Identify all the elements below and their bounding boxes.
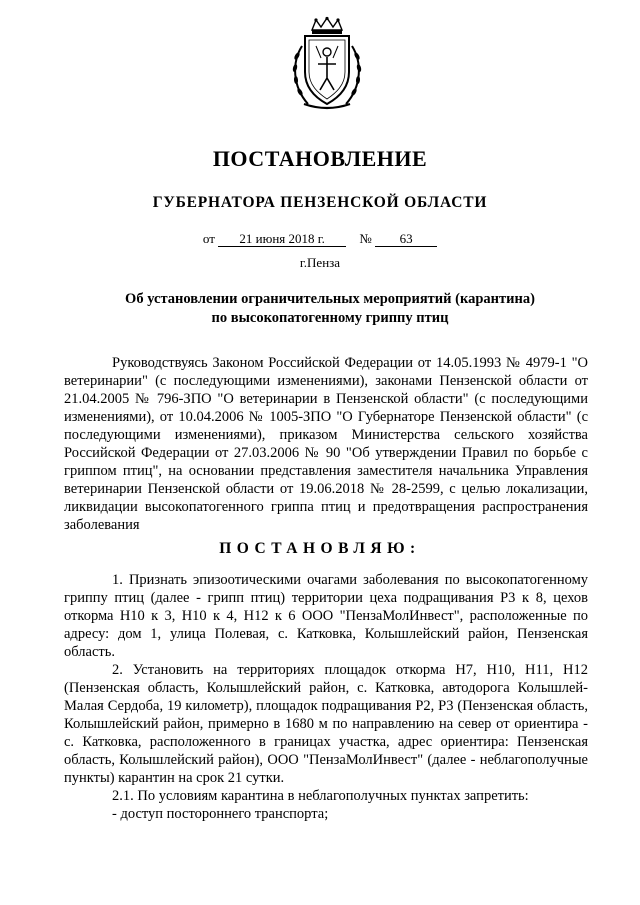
document-heading [110,290,550,328]
number-prefix: № [359,231,372,246]
document-number: 63 [375,232,437,247]
decree-word: ПОСТАНОВЛЯЮ: [219,540,421,557]
heading-line-1: Об установлении ограничительных мероприятий (карантина) [125,291,535,307]
intro-paragraph [64,354,588,534]
date-number-line [0,231,640,247]
decree-items [64,571,588,823]
item-2-1: 2.1. По условиям карантина в неблагополучных пунктах запретить: [112,788,529,804]
document-date: 21 июня 2018 г. [218,232,346,247]
item-1: 1. Признать эпизоотическими очагами заболевания по высокопатогенному гриппу птиц (далее - грипп птиц) территории цеха подращивания Р3 к 8, цехов откорма Н10 к 3, Н10 к 4, Н12 к 6 ООО "ПензаМолИнвест", расположенные по адресу: дом 1, улица Полевая, с. Катковка, Колышлейский район, Пензенская область. [64,572,588,660]
document-title: ПОСТАНОВЛЕНИЕ [212,146,428,171]
heading-line-2: по высокопатогенному гриппу птиц [211,310,449,326]
document-city: г.Пенза [299,255,341,270]
document-subtitle: ГУБЕРНАТОРА ПЕНЗЕНСКОЙ ОБЛАСТИ [152,194,488,211]
coat-of-arms-emblem [288,16,366,112]
item-2-1-a: - доступ постороннего транспорта; [112,806,329,822]
date-prefix: от [202,231,215,246]
intro-text: Руководствуясь Законом Российской Федерации от 14.05.1993 № 4979-1 "О ветеринарии" (с последующими изменениями), законами Пензенской области от 21.04.2005 № 796-ЗПО "О ветеринарии в Пензенской области" (с последующими изменениями), от 10.04.2006 № 1005-ЗПО "О Губернаторе Пензенской области" (с последующими изменениями), приказом Министерства сельского хозяйства Российской Федерации от 27.03.2006 № 90 "Об утверждении Правил по борьбе с гриппом птиц", на основании представления заместителя начальника Управления ветеринарии Пензенской области от 19.06.2018 № 28-2599, с целью локализации, ликвидации высокопатогенного гриппа птиц и предотвращения распространения заболевания [64,355,588,533]
item-2: 2. Установить на территориях площадок откорма Н7, Н10, Н11, Н12 (Пензенская область, Колышлейский район, с. Катковка, автодорога Колышлей-Малая Сердоба, 19 километр), площадок подращивания Р2, Р3 (Пензенская область, Колышлейский район, примерно в 1680 м по направлению на север от ориентира - с. Катковка, расположенного в границах участка, адрес ориентира: Пензенская область, Колышлейский район), ООО "ПензаМолИнвест" (далее - неблагополучные пункты) карантин на срок 21 сутки. [64,662,588,786]
